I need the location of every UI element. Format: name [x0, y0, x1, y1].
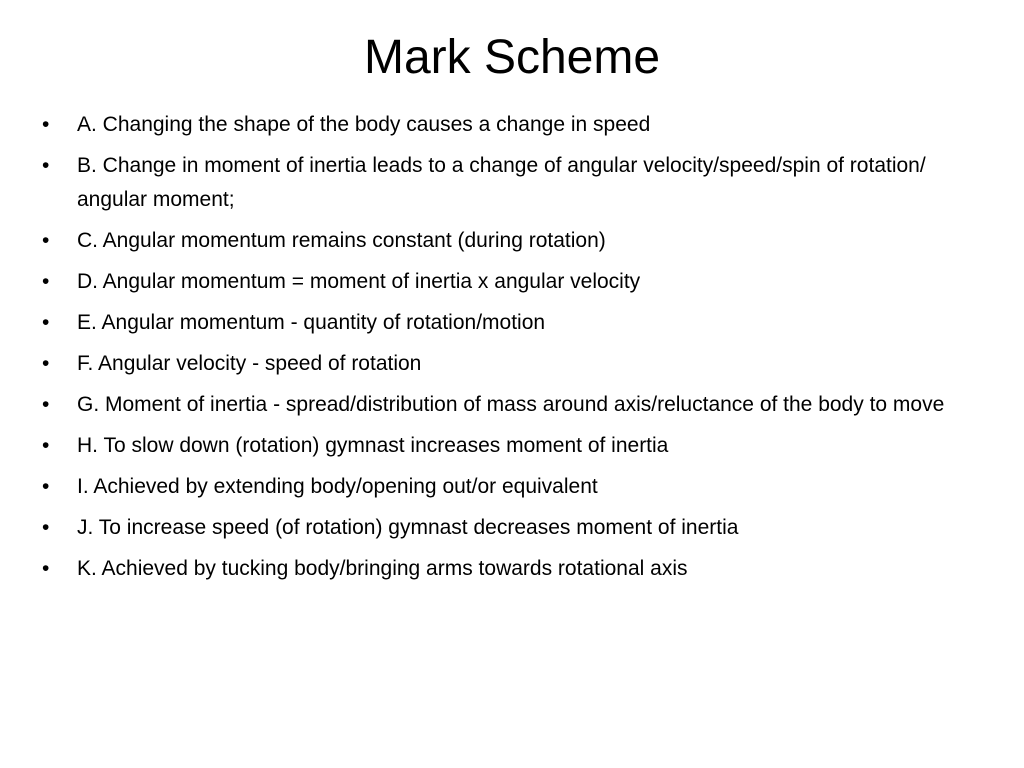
list-item — [40, 511, 980, 545]
list-item — [40, 388, 980, 422]
list-item-text: J. To increase speed (of rotation) gymnast decreases moment of inertia — [77, 516, 739, 539]
bullet-icon: • — [42, 113, 50, 136]
list-item-text: H. To slow down (rotation) gymnast increases moment of inertia — [77, 434, 669, 457]
list-item-text: F. Angular velocity - speed of rotation — [77, 352, 422, 375]
bullet-icon: • — [42, 516, 50, 539]
list-item-text: A. Changing the shape of the body causes a change in speed — [77, 113, 651, 136]
bullet-icon: • — [42, 557, 50, 580]
mark-scheme-list — [40, 108, 980, 593]
bullet-icon: • — [42, 229, 50, 252]
bullet-icon: • — [42, 393, 50, 416]
bullet-icon: • — [42, 311, 50, 334]
list-item-text: C. Angular momentum remains constant (during rotation) — [77, 229, 606, 252]
list-item — [40, 347, 980, 381]
list-item-text: K. Achieved by tucking body/bringing arms towards rotational axis — [77, 557, 688, 580]
bullet-icon: • — [42, 475, 50, 498]
list-item — [40, 149, 980, 217]
list-item — [40, 108, 980, 142]
bullet-icon: • — [42, 352, 50, 375]
bullet-icon: • — [42, 434, 50, 457]
slide-title: Mark Scheme — [363, 31, 661, 84]
list-item-text: B. Change in moment of inertia leads to a change of angular velocity/speed/spin of rotation/ angular moment; — [77, 154, 926, 211]
list-item-text: I. Achieved by extending body/opening out/or equivalent — [77, 475, 598, 498]
bullet-icon: • — [42, 154, 50, 177]
list-item — [40, 552, 980, 586]
list-item — [40, 265, 980, 299]
list-item-text: E. Angular momentum - quantity of rotation/motion — [77, 311, 546, 334]
list-item — [40, 306, 980, 340]
bullet-icon: • — [42, 270, 50, 293]
list-item-text: D. Angular momentum = moment of inertia x angular velocity — [77, 270, 641, 293]
list-item — [40, 470, 980, 504]
list-item — [40, 224, 980, 258]
list-item-text: G. Moment of inertia - spread/distribution of mass around axis/reluctance of the body to move — [77, 393, 945, 416]
list-item — [40, 429, 980, 463]
